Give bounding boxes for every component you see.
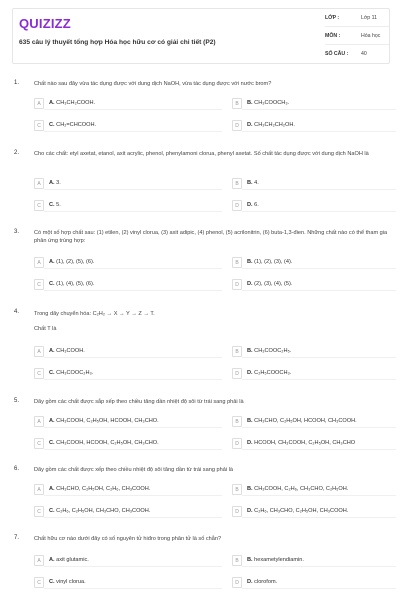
option-strip (242, 178, 396, 190)
option-text: A. axit glutamic. (49, 557, 89, 563)
option-strip (44, 200, 222, 212)
option-letter: A (34, 98, 44, 109)
option-text: B. 4. (247, 180, 259, 186)
option-text: D. HCOOH, CH₃COOH, C₂H₅OH, CH₃CHO (247, 440, 356, 446)
option-letter: D (232, 438, 242, 449)
question-text: Chất hữu cơ nào dưới đây có số nguyên tử hiđro trong phân tử là số chẵn? (34, 536, 222, 542)
option-letter: D (232, 120, 242, 131)
option-text: C. CH₂=CHCOOH. (49, 122, 97, 128)
option-letter: A (34, 178, 44, 189)
option-letter: D (232, 506, 242, 517)
option-text: B. CH₃COOC₂H₅. (247, 348, 292, 354)
meta-key: MÔN : (325, 33, 341, 39)
meta-table (325, 9, 389, 63)
option-letter: D (232, 279, 242, 290)
option-text: A. CH₃CH₂COOH. (49, 100, 96, 106)
option-text: D. CH₃CH₂CH₂OH. (247, 122, 295, 128)
option-letter: C (34, 368, 44, 379)
option-text: B. hexametylendiamin. (247, 557, 304, 563)
option-letter: C (34, 438, 44, 449)
option-letter: C (34, 200, 44, 211)
option-text: C. (1), (4), (5), (6). (49, 281, 95, 287)
option-text: D. C₂H₆, CH₃CHO, C₂H₅OH, CH₃COOH. (247, 508, 349, 514)
option-text: A. CH₃COOH, C₂H₅OH, HCOOH, CH₃CHO. (49, 418, 159, 424)
question-number: 4. (14, 309, 20, 315)
option-letter: B (232, 346, 242, 357)
option-letter: B (232, 257, 242, 268)
option-letter: C (34, 279, 44, 290)
question-4 (14, 309, 390, 389)
option-letter: B (232, 178, 242, 189)
quizizz-logo: QUIZIZZ (19, 16, 71, 31)
page-title: 635 câu lý thuyết tổng hợp Hóa học hữu cơ có giải chi tiết (P2) (19, 39, 216, 46)
question-number: 6. (14, 466, 20, 472)
option-text: B. (1), (2), (3), (4). (247, 259, 293, 265)
option-letter: D (232, 200, 242, 211)
option-letter: A (34, 555, 44, 566)
option-letter: C (34, 577, 44, 588)
question-7 (14, 535, 390, 597)
question-text: Dãy gồm các chất được xếp theo chiều nhiệt độ sôi tăng dần từ trái sang phải là (34, 467, 233, 473)
question-number: 3. (14, 229, 20, 235)
option-text: A. 3. (49, 180, 61, 186)
option-strip (242, 200, 396, 212)
option-letter: C (34, 506, 44, 517)
meta-row-class (325, 9, 389, 27)
option-letter: D (232, 368, 242, 379)
question-text: Chất nào sau đây vừa tác dụng được với dung dịch NaOH, vừa tác dụng được với nước brom? (34, 81, 272, 87)
option-text: A. CH₃COOH. (49, 348, 85, 354)
question-number: 5. (14, 398, 20, 404)
question-1 (14, 80, 390, 140)
meta-value: 40 (361, 51, 367, 57)
question-number: 7. (14, 535, 20, 541)
worksheet-header (12, 8, 390, 64)
question-5 (14, 398, 390, 462)
option-text: C. CH₃COOH, HCOOH, C₂H₅OH, CH₃CHO. (49, 440, 159, 446)
option-text: B. CH₃CHO, C₂H₅OH, HCOOH, CH₃COOH. (247, 418, 357, 424)
question-subnote: Chất T là (34, 326, 57, 332)
option-letter: A (34, 484, 44, 495)
option-letter: C (34, 120, 44, 131)
option-text: C. C₂H₆, C₂H₅OH, CH₃CHO, CH₃COOH. (49, 508, 151, 514)
option-letter: A (34, 416, 44, 427)
question-2 (14, 150, 390, 220)
option-text: C. vinyl clorua. (49, 579, 86, 585)
option-text: B. CH₃COOH, C₂H₆, CH₃CHO, C₂H₅OH. (247, 486, 349, 492)
option-letter: B (232, 98, 242, 109)
option-text: D. C₂H₅COOCH₃. (247, 370, 292, 376)
option-letter: A (34, 346, 44, 357)
option-letter: B (232, 416, 242, 427)
question-text: Dãy gồm các chất được sắp xếp theo chiều tăng dần nhiệt độ sôi từ trái sang phải là (34, 399, 244, 405)
option-text: C. CH₃COOC₂H₃. (49, 370, 94, 376)
option-text: B. CH₃COOCH₃. (247, 100, 290, 106)
option-text: C. 5. (49, 202, 61, 208)
option-strip (44, 178, 222, 190)
meta-row-subject (325, 27, 389, 45)
meta-value: Lớp 11 (361, 15, 377, 21)
option-letter: B (232, 484, 242, 495)
question-text: Cho các chất: etyl axetat, etanol, axit acrylic, phenol, phenylamoni clorua, phenyl axetat. Số chất tác dụng được với dung dịch NaOH là (34, 151, 369, 157)
question-3 (14, 229, 390, 299)
option-text: A. CH₃CHO, C₂H₅OH, C₂H₆, CH₃COOH. (49, 486, 151, 492)
question-text: Có một số hợp chất sau: (1) etilen, (2) vinyl clorua, (3) axit adipic, (4) phenol, (5) acrilonitrin, (6) buta-1,3-đien. Những chất nào có thể tham gia phản ứng trùng hợp: (34, 230, 388, 244)
option-text: D. (2), (3), (4), (5). (247, 281, 293, 287)
option-letter: B (232, 555, 242, 566)
option-text: A. (1), (2), (5), (6). (49, 259, 95, 265)
meta-key: SỐ CÂU : (325, 51, 349, 57)
question-number: 1. (14, 80, 20, 86)
question-6 (14, 466, 390, 530)
meta-key: LỚP : (325, 15, 340, 21)
meta-row-count (325, 45, 389, 62)
question-text: Trong dãy chuyển hóa: C₂H₂ → X → Y → Z → T. (34, 311, 155, 317)
option-text: D. 6. (247, 202, 259, 208)
option-letter: D (232, 577, 242, 588)
option-letter: A (34, 257, 44, 268)
question-number: 2. (14, 150, 20, 156)
option-text: D. clorofom. (247, 579, 278, 585)
meta-value: Hóa học (361, 33, 381, 39)
